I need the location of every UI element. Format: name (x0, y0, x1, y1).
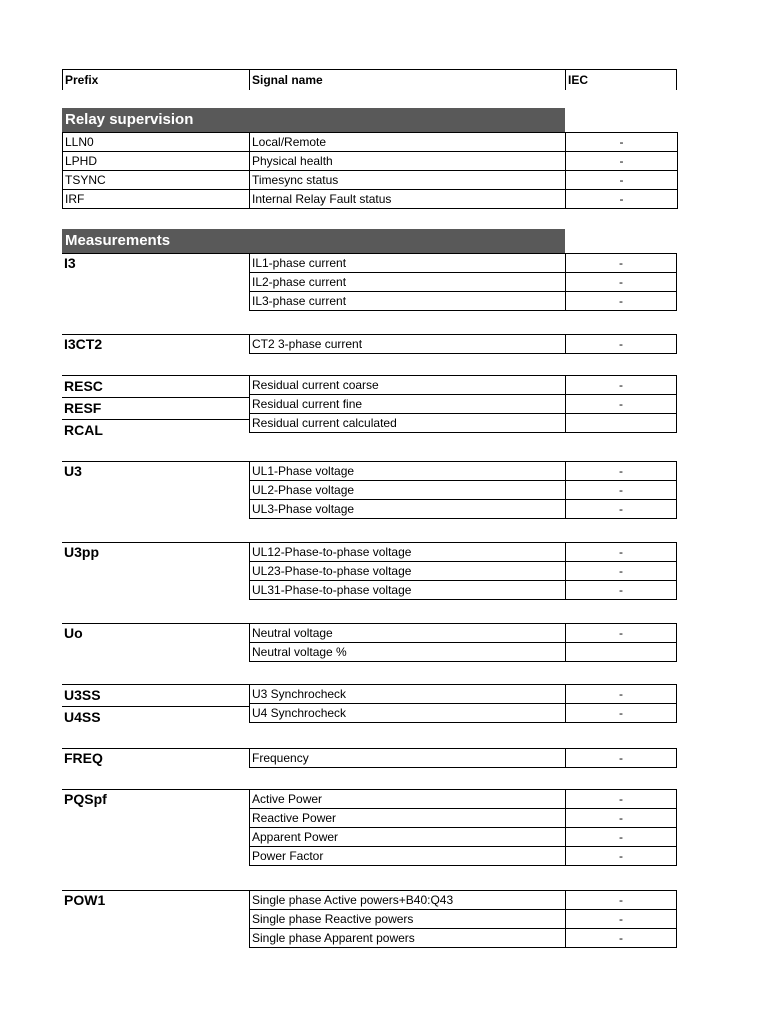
table-row (250, 335, 677, 354)
table-row (250, 828, 677, 847)
signal-cell: UL31-Phase-to-phase voltage (250, 581, 566, 600)
prefix-label: U3 (64, 463, 82, 479)
signal-cell: Single phase Active powers+B40:Q43 (250, 891, 566, 910)
iec-cell: - (566, 891, 677, 910)
iec-cell: - (566, 273, 677, 292)
group-table (249, 748, 677, 768)
signal-cell: IL1-phase current (250, 254, 566, 273)
prefix-top-line (62, 334, 249, 335)
signal-cell: Frequency (250, 749, 566, 768)
table-row (250, 929, 677, 948)
prefix-label: PQSpf (64, 791, 107, 807)
group-table (249, 890, 677, 948)
table-row (63, 152, 678, 171)
signal-cell: Local/Remote (250, 133, 566, 152)
signal-cell: Residual current calculated (250, 414, 566, 433)
iec-cell: - (566, 254, 677, 273)
iec-cell: - (566, 910, 677, 929)
signal-cell: IL3-phase current (250, 292, 566, 311)
iec-cell: - (566, 190, 678, 209)
table-row (250, 847, 677, 866)
table-row (250, 254, 677, 273)
table-row (250, 643, 677, 662)
table-row (250, 414, 677, 433)
signal-cell: Active Power (250, 790, 566, 809)
prefix-top-line (62, 890, 249, 891)
prefix-top-line (62, 461, 249, 462)
iec-cell: - (566, 624, 677, 643)
table-row (250, 581, 677, 600)
prefix-label: RESF (62, 397, 249, 418)
iec-cell: - (566, 704, 677, 723)
signal-cell: Single phase Apparent powers (250, 929, 566, 948)
signal-cell: Neutral voltage (250, 624, 566, 643)
signal-cell: U4 Synchrocheck (250, 704, 566, 723)
relay-table (62, 132, 678, 209)
prefix-cell: TSYNC (63, 171, 250, 190)
table-row (250, 562, 677, 581)
table-row (63, 190, 678, 209)
iec-cell: - (566, 152, 678, 171)
iec-cell: - (566, 847, 677, 866)
iec-cell: - (566, 828, 677, 847)
table-row (250, 395, 677, 414)
signal-cell: IL2-phase current (250, 273, 566, 292)
table-row (250, 376, 677, 395)
iec-cell: - (566, 133, 678, 152)
column-header-prefix: Prefix (62, 70, 249, 90)
group-table (249, 789, 677, 866)
iec-cell: - (566, 543, 677, 562)
iec-cell: - (566, 376, 677, 395)
signal-cell: UL23-Phase-to-phase voltage (250, 562, 566, 581)
prefix-label: U3pp (64, 544, 99, 560)
prefix-top-line (62, 623, 249, 624)
table-row (250, 749, 677, 768)
iec-cell: - (566, 462, 677, 481)
signal-cell: UL1-Phase voltage (250, 462, 566, 481)
table-row (250, 273, 677, 292)
prefix-label: RCAL (62, 419, 249, 440)
group-table (249, 623, 677, 662)
iec-cell: - (566, 500, 677, 519)
table-row (250, 543, 677, 562)
prefix-top-line (62, 253, 249, 254)
prefix-label: I3CT2 (64, 336, 103, 352)
table-row (250, 685, 677, 704)
signal-cell: Apparent Power (250, 828, 566, 847)
signal-cell: UL12-Phase-to-phase voltage (250, 543, 566, 562)
group-table (249, 684, 677, 723)
group-table (249, 375, 677, 433)
iec-cell: - (566, 790, 677, 809)
section-measurements: Measurements (62, 229, 565, 253)
prefix-label: U3SS (62, 684, 249, 705)
table-row (250, 809, 677, 828)
signal-cell: U3 Synchrocheck (250, 685, 566, 704)
column-header-signal: Signal name (249, 70, 565, 90)
signal-cell: Residual current coarse (250, 376, 566, 395)
iec-cell: - (566, 809, 677, 828)
group-table (249, 253, 677, 311)
signal-cell: Internal Relay Fault status (250, 190, 566, 209)
prefix-cell: LPHD (63, 152, 250, 171)
table-row (250, 462, 677, 481)
signal-cell: UL2-Phase voltage (250, 481, 566, 500)
table-row (63, 171, 678, 190)
table-row (250, 500, 677, 519)
table-row (250, 891, 677, 910)
group-table (249, 334, 677, 354)
prefix-label: FREQ (64, 750, 103, 766)
signal-cell: Power Factor (250, 847, 566, 866)
prefix-top-line (62, 542, 249, 543)
table-row (250, 910, 677, 929)
table-row (250, 704, 677, 723)
table-row (250, 481, 677, 500)
signal-cell: Timesync status (250, 171, 566, 190)
signal-cell: CT2 3-phase current (250, 335, 566, 354)
signal-cell: Physical health (250, 152, 566, 171)
iec-cell: - (566, 171, 678, 190)
table-row (250, 790, 677, 809)
table-row (250, 292, 677, 311)
prefix-cell: IRF (63, 190, 250, 209)
prefix-label: U4SS (62, 706, 249, 727)
iec-cell: - (566, 581, 677, 600)
signal-cell: Residual current fine (250, 395, 566, 414)
signal-cell: Reactive Power (250, 809, 566, 828)
iec-cell: - (566, 335, 677, 354)
iec-cell: - (566, 562, 677, 581)
iec-cell: - (566, 481, 677, 500)
iec-cell: - (566, 929, 677, 948)
column-header-row (62, 69, 677, 90)
prefix-label: I3 (64, 255, 76, 271)
signal-sheet (62, 69, 677, 945)
prefix-top-line (62, 748, 249, 749)
group-table (249, 461, 677, 519)
prefix-label: RESC (62, 375, 249, 396)
iec-cell: - (566, 749, 677, 768)
prefix-top-line (62, 789, 249, 790)
iec-cell (566, 414, 677, 433)
prefix-label: POW1 (64, 892, 106, 908)
group-table (249, 542, 677, 600)
prefix-label: Uo (64, 625, 83, 641)
prefix-cell: LLN0 (63, 133, 250, 152)
section-relay-supervision: Relay supervision (62, 108, 565, 132)
table-row (63, 133, 678, 152)
signal-cell: UL3-Phase voltage (250, 500, 566, 519)
signal-cell: Neutral voltage % (250, 643, 566, 662)
iec-cell: - (566, 685, 677, 704)
signal-cell: Single phase Reactive powers (250, 910, 566, 929)
iec-cell (566, 643, 677, 662)
iec-cell: - (566, 292, 677, 311)
iec-cell: - (566, 395, 677, 414)
table-row (250, 624, 677, 643)
column-header-iec: IEC (565, 70, 677, 90)
